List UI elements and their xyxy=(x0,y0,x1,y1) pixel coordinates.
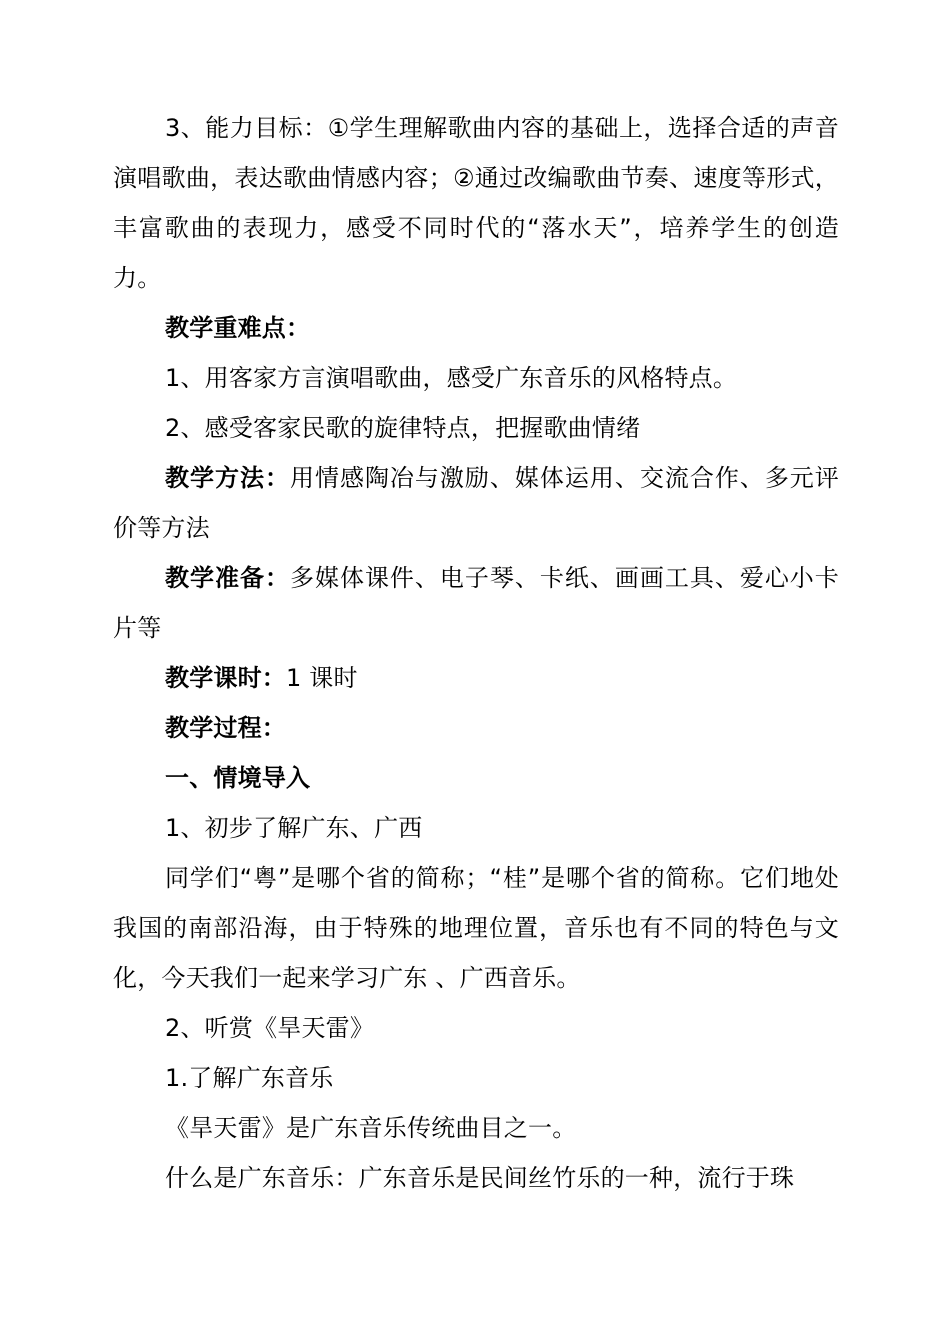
teaching-process-heading xyxy=(113,703,839,753)
paragraph-text: 1.了解广东音乐 xyxy=(165,1064,334,1092)
paragraph-text: 1 课时 xyxy=(286,664,358,692)
label-text: 教学准备： xyxy=(165,564,290,592)
heading-text: 教学过程： xyxy=(165,714,286,742)
piece-description xyxy=(113,1103,839,1153)
paragraph-text: 《旱天雷》是广东音乐传统曲目之一。 xyxy=(165,1114,577,1142)
label-text: 教学课时： xyxy=(165,664,286,692)
heading-text: 一、情境导入 xyxy=(165,764,311,792)
paragraph-text: 多媒体课件、电子琴、卡纸、画画工具、爱心小卡片等 xyxy=(113,564,840,642)
document-page xyxy=(113,103,839,1203)
sub-step-heading xyxy=(113,1053,839,1103)
teaching-preparation-paragraph xyxy=(113,553,839,653)
paragraph-text: 什么是广东音乐：广东音乐是民间丝竹乐的一种，流行于珠 xyxy=(165,1164,795,1192)
intro-paragraph xyxy=(113,853,839,1003)
teaching-method-paragraph xyxy=(113,453,839,553)
paragraph-text: 2、听赏《旱天雷》 xyxy=(165,1014,375,1042)
key-point-1 xyxy=(113,353,839,403)
paragraph-text: 1、用客家方言演唱歌曲，感受广东音乐的风格特点。 xyxy=(165,364,738,392)
paragraph-text: 1、初步了解广东、广西 xyxy=(165,814,423,842)
ability-goal-paragraph xyxy=(113,103,839,303)
guangdong-music-definition xyxy=(113,1153,839,1203)
key-point-2 xyxy=(113,403,839,453)
label-text: 教学方法： xyxy=(165,464,290,492)
paragraph-text: 用情感陶冶与激励、媒体运用、交流合作、多元评价等方法 xyxy=(113,464,840,542)
paragraph-text: 同学们“粤”是哪个省的简称；“桂”是哪个省的简称。它们地处我国的南部沿海，由于特殊的地理位置，音乐也有不同的特色与文化，今天我们一起来学习广东 、广西音乐。 xyxy=(113,864,839,992)
paragraph-text: 3、能力目标：①学生理解歌曲内容的基础上，选择合适的声音演唱歌曲，表达歌曲情感内容；②通过改编歌曲节奏、速度等形式，丰富歌曲的表现力，感受不同时代的“落水天”，培养学生的创造力。 xyxy=(113,114,839,292)
key-difficult-points-heading xyxy=(113,303,839,353)
paragraph-text: 2、感受客家民歌的旋律特点，把握歌曲情绪 xyxy=(165,414,641,442)
section-one-heading xyxy=(113,753,839,803)
step-2-heading xyxy=(113,1003,839,1053)
step-1-heading xyxy=(113,803,839,853)
heading-text: 教学重难点： xyxy=(165,314,311,342)
teaching-hours-paragraph xyxy=(113,653,839,703)
